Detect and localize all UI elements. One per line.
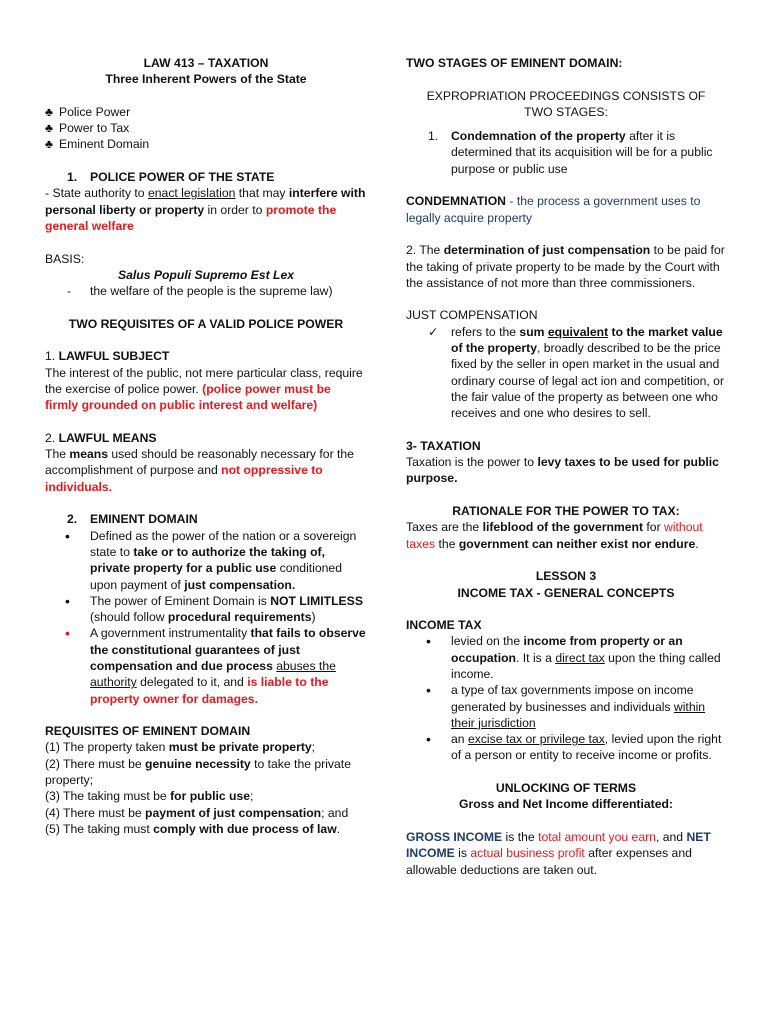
rationale-text: Taxes are the lifeblood of the government for without taxes the government can neither exist nor endure. bbox=[406, 520, 703, 551]
bullet-icon: • bbox=[65, 527, 70, 544]
bullet-icon: • bbox=[65, 625, 70, 642]
left-column bbox=[45, 55, 367, 837]
eminent-bullet: • Defined as the power of the nation or a sovereign state to take or to authorize the taking of, private property for a public use conditioned upon payment of just compensation. bbox=[65, 527, 357, 592]
bullet-icon: • bbox=[426, 731, 431, 748]
stages-heading: TWO STAGES OF EMINENT DOMAIN: bbox=[406, 56, 623, 70]
basis-label: BASIS: bbox=[45, 251, 85, 266]
lawful-subject-text: The interest of the public, not mere particular class, require the exercise of police power. (police power must be firmly grounded on public interest and welfare) bbox=[45, 365, 363, 413]
unlocking-heading: UNLOCKING OF TERMS bbox=[495, 781, 637, 796]
expropriation-text: EXPROPRIATION PROCEEDINGS CONSISTS OF TWO STAGES: bbox=[426, 88, 706, 119]
requisite-item: (4) There must be payment of just compensation; and bbox=[45, 805, 349, 820]
income-tax-bullet: • an excise tax or privilege tax, levied upon the right of a person or entity to receive income or profits. bbox=[426, 731, 722, 763]
gross-net-definition: GROSS INCOME is the total amount you earn, and NET INCOME is actual business profit after expenses and allowable deductions are taken out. bbox=[406, 829, 711, 877]
eminent-bullet: • A government instrumentality that fails to observe the constitutional guarantees of just compensation and due process abuses the authority delegated to it, and is liable to the property owner for damages. bbox=[65, 625, 366, 706]
bullet-icon: • bbox=[426, 682, 431, 699]
taxation-heading: 3- TAXATION bbox=[406, 438, 481, 453]
bullet-icon: • bbox=[65, 592, 70, 609]
power-item: ♣ Power to Tax bbox=[45, 121, 130, 136]
lawful-means-heading: 2. LAWFUL MEANS bbox=[45, 430, 157, 445]
club-bullet-icon: ♣ bbox=[45, 121, 53, 136]
stage-one: 1. Condemnation of the property after it is determined that its acquisition will be for a public purpose or public use bbox=[428, 129, 713, 176]
checkmark-icon: ✓ bbox=[428, 324, 439, 339]
income-tax-bullet: • a type of tax governments impose on income generated by businesses and individuals within their jurisdiction bbox=[426, 682, 706, 730]
requisite-item: (1) The property taken must be private property; bbox=[45, 740, 316, 755]
latin-maxim: Salus Populi Supremo Est Lex bbox=[117, 267, 295, 282]
taxation-definition: Taxation is the power to levy taxes to be used for public purpose. bbox=[406, 455, 719, 486]
eminent-bullet: • The power of Eminent Domain is NOT LIMITLESS (should follow procedural requirements) bbox=[65, 592, 363, 625]
requisite-item: (5) The taking must comply with due process of law. bbox=[45, 821, 341, 836]
club-bullet-icon: ♣ bbox=[45, 104, 53, 119]
lesson-number: LESSON 3 bbox=[535, 569, 597, 584]
right-column bbox=[406, 55, 726, 878]
lawful-means-text: The means used should be reasonably necessary for the accomplishment of purpose and not oppressive to individuals. bbox=[45, 447, 354, 494]
eminent-domain-heading: 2. EMINENT DOMAIN bbox=[67, 512, 198, 527]
lawful-subject-heading: 1. LAWFUL SUBJECT bbox=[45, 349, 170, 364]
police-power-heading: 1. POLICE POWER OF THE STATE bbox=[67, 170, 275, 185]
power-item: ♣ Eminent Domain bbox=[45, 137, 150, 152]
lesson-title: INCOME TAX - GENERAL CONCEPTS bbox=[457, 585, 675, 600]
income-tax-heading: INCOME TAX bbox=[406, 618, 482, 633]
power-item: ♣ Police Power bbox=[45, 104, 131, 119]
requisite-item: (3) The taking must be for public use; bbox=[45, 789, 254, 804]
income-tax-bullet: • levied on the income from property or an occupation. It is a direct tax upon the thing called income. bbox=[426, 633, 721, 681]
police-requisites-heading: TWO REQUISITES OF A VALID POLICE POWER bbox=[68, 316, 344, 331]
maxim-meaning: - the welfare of the people is the supreme law) bbox=[67, 284, 333, 299]
document-subtitle: Three Inherent Powers of the State bbox=[105, 72, 307, 87]
unlocking-subheading: Gross and Net Income differentiated: bbox=[459, 797, 673, 812]
club-bullet-icon: ♣ bbox=[45, 137, 53, 152]
police-power-definition: - State authority to enact legislation that may interfere with personal liberty or property in order to promote the general welfare bbox=[45, 186, 366, 233]
stage-two: 2. The determination of just compensation to be paid for the taking of private property to be made by the Court with the assistance of not more than three commissioners. bbox=[406, 243, 725, 290]
condemnation-definition: CONDEMNATION - the process a government uses to legally acquire property bbox=[406, 194, 701, 225]
eminent-requisites-heading: REQUISITES OF EMINENT DOMAIN bbox=[45, 724, 251, 739]
just-compensation-label: JUST COMPENSATION bbox=[406, 308, 538, 323]
requisite-item: (2) There must be genuine necessity to take the private property; bbox=[45, 756, 351, 788]
rationale-heading: RATIONALE FOR THE POWER TO TAX: bbox=[452, 504, 680, 519]
just-compensation-definition: ✓ refers to the sum equivalent to the market value of the property, broadly described to be the price fixed by the seller in open market in the usual and ordinary course of legal act ion and competition, or the fair value of the property as between one who receives and one who desires to sell. bbox=[428, 324, 725, 421]
bullet-icon: • bbox=[426, 633, 431, 650]
document-title: LAW 413 – TAXATION bbox=[143, 56, 269, 70]
